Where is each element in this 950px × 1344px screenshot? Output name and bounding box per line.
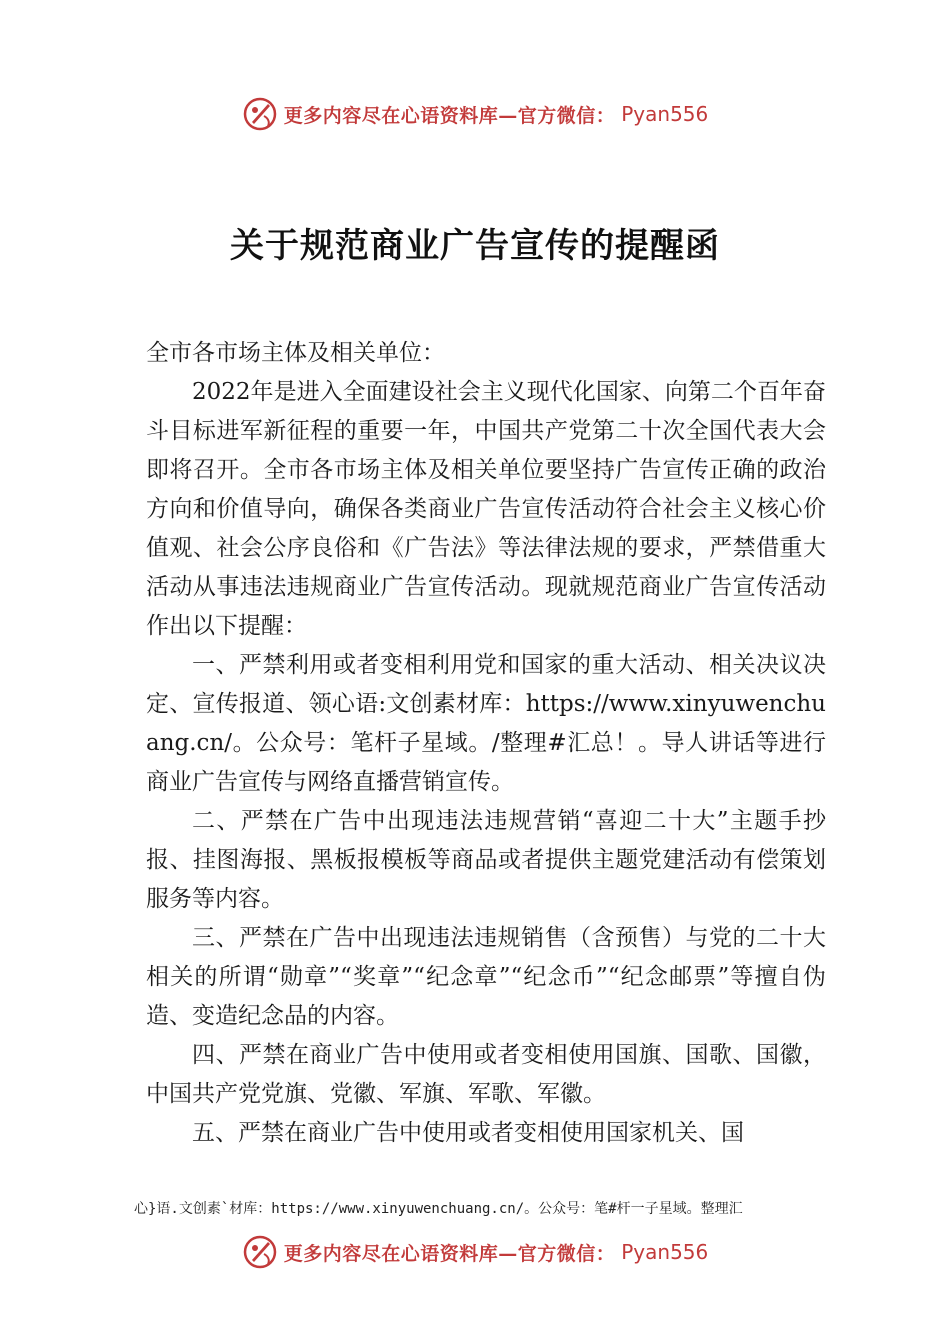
paragraph-item-5: 五、严禁在商业广告中使用或者变相使用国家机关、国 [192,1120,744,1146]
salutation: 全市各市场主体及相关单位： [146,340,445,366]
banner-account: Pyan556 [621,1240,709,1264]
quill-seal-icon [242,1234,278,1270]
footer-note: 心}语.文创素`材库：https://www.xinyuwenchuang.cn/。公众号：笔#杆一子星域。整理汇 [134,1201,743,1217]
document-title: 关于规范商业广告宣传的提醒函 [230,226,720,266]
paragraph-intro: 2022年是进入全面建设社会主义现代化国家、向第二个百年奋斗目标进军新征程的重要一年，中国共产党第二十次全国代表大会即将召开。全市各市场主体及相关单位要坚持广告宣传正确的政治方向和价值导向，确保各类商业广告宣传活动符合社会主义核心价值观、社会公序良俗和《广告法》等法律法规的要求，严禁借重大活动从事违法违规商业广告宣传活动。现就规范商业广告宣传活动作出以下提醒： [146,379,826,639]
top-banner [0,92,950,136]
paragraph-item-4: 四、严禁在商业广告中使用或者变相使用国旗、国歌、国徽，中国共产党党旗、党徽、军旗、军歌、军徽。 [146,1042,826,1107]
paragraph-item-2: 二、严禁在广告中出现违法违规营销“喜迎二十大”主题手抄报、挂图海报、黑板报模板等商品或者提供主题党建活动有偿策划服务等内容。 [146,808,826,912]
bottom-banner [0,1230,950,1274]
paragraph-item-3: 三、严禁在广告中出现违法违规销售（含预售）与党的二十大相关的所谓“勋章”“奖章”“纪念章”“纪念币”“纪念邮票”等擅自伪造、变造纪念品的内容。 [146,925,826,1029]
banner-account: Pyan556 [621,102,709,126]
banner-text: 更多内容尽在心语资料库—官方微信： [283,1242,616,1265]
document-body [146,334,826,1153]
quill-seal-icon [242,96,278,132]
banner-text: 更多内容尽在心语资料库—官方微信： [283,104,616,127]
paragraph-item-1: 一、严禁利用或者变相利用党和国家的重大活动、相关决议决定、宣传报道、领心语:文创素材库：https://www.xinyuwenchuang.cn/。公众号：笔杆子星域。/整理#汇总！。导人讲话等进行商业广告宣传与网络直播营销宣传。 [146,652,826,795]
